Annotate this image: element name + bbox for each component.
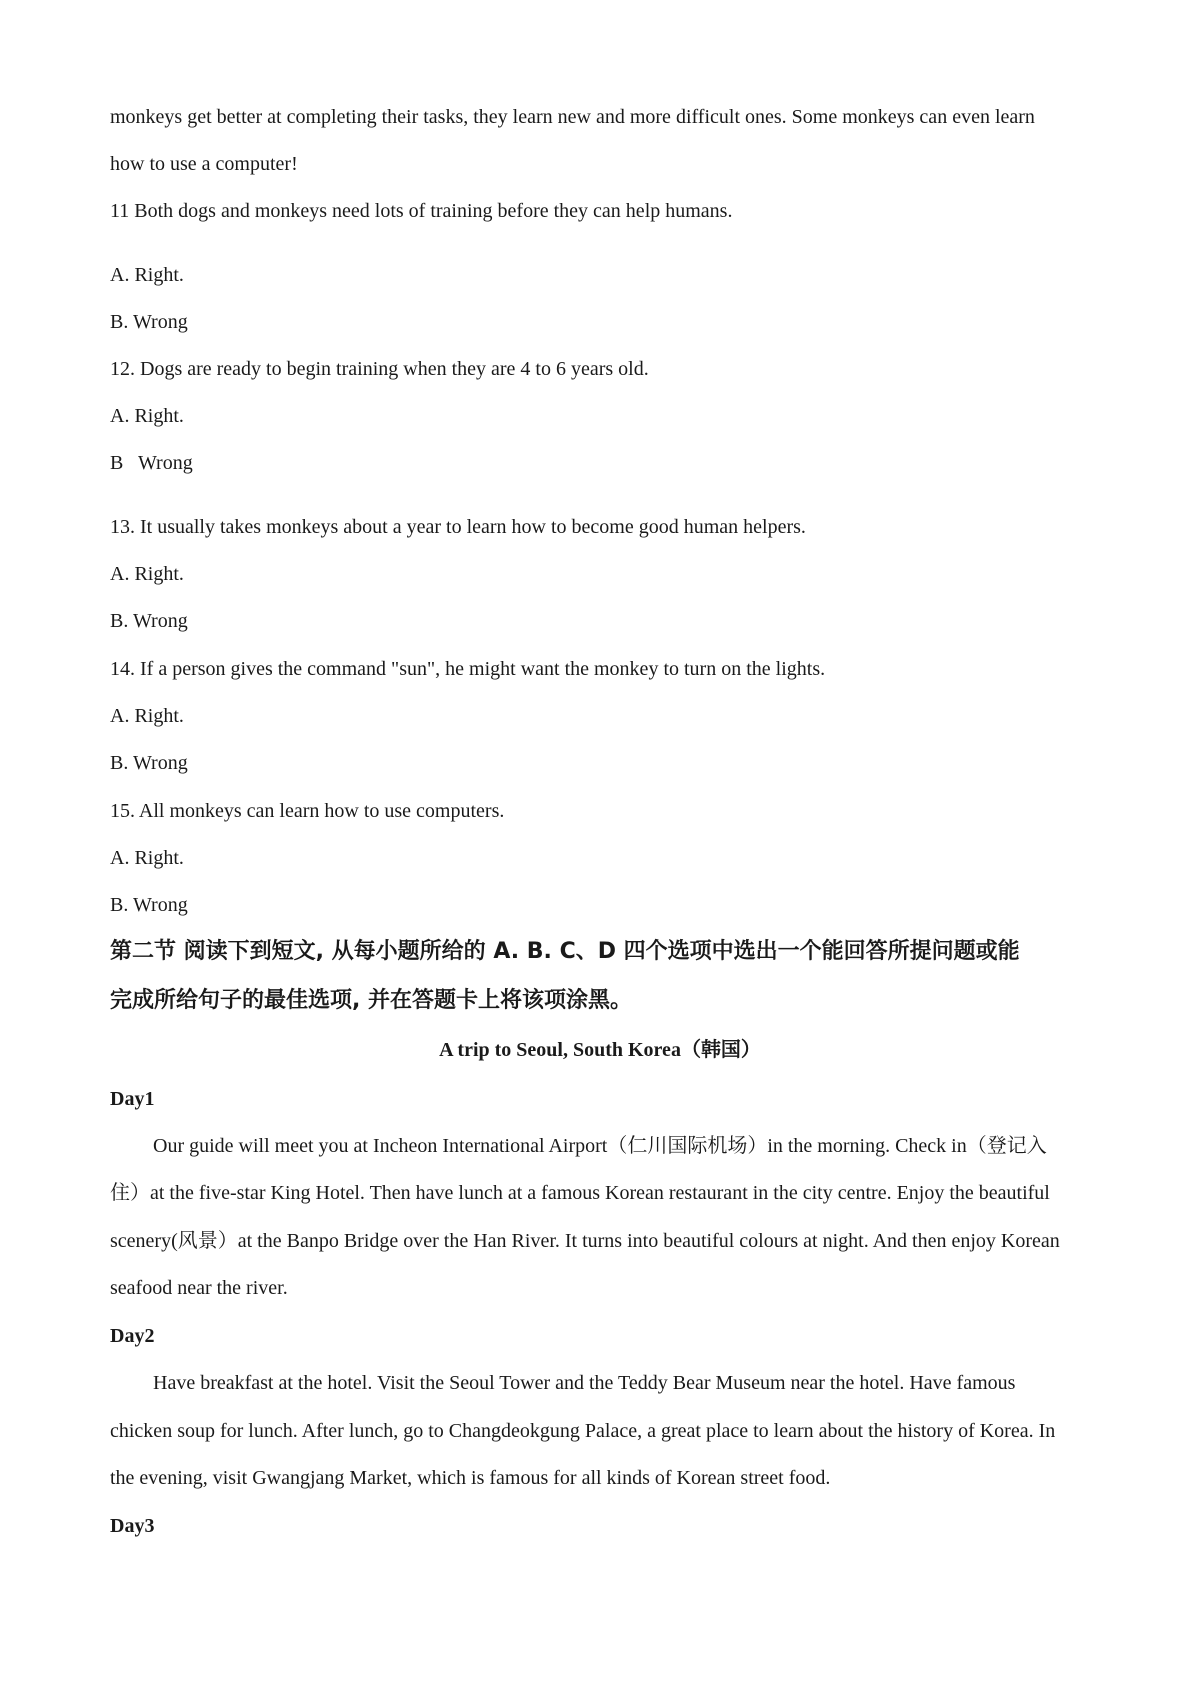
day2-text-line: Have breakfast at the hotel. Visit the Seoul Tower and the Teddy Bear Museum near the hotel. Have famous (153, 1372, 1016, 1394)
question-15-option-b: B. Wrong (110, 894, 188, 916)
day1-text-line: scenery(风景）at the Banpo Bridge over the Han River. It turns into beautiful colours at night. And then enjoy Korean (110, 1230, 1060, 1252)
question-11-option-b: B. Wrong (110, 311, 188, 333)
day1-text-line: seafood near the river. (110, 1277, 288, 1299)
day2-text-line: the evening, visit Gwangjang Market, which is famous for all kinds of Korean street food. (110, 1467, 831, 1489)
day1-text-line: Our guide will meet you at Incheon International Airport（仁川国际机场）in the morning. Check in（登记入 (153, 1135, 1047, 1157)
question-12-option-a: A. Right. (110, 405, 184, 427)
question-13-stem: 13. It usually takes monkeys about a year to learn how to become good human helpers. (110, 516, 806, 538)
question-14-option-b: B. Wrong (110, 752, 188, 774)
question-11-stem: 11 Both dogs and monkeys need lots of training before they can help humans. (110, 200, 733, 222)
question-13-option-b: B. Wrong (110, 610, 188, 632)
question-12-stem: 12. Dogs are ready to begin training when they are 4 to 6 years old. (110, 358, 649, 380)
article-title: A trip to Seoul, South Korea（韩国） (439, 1039, 761, 1061)
day3-heading: Day3 (110, 1515, 155, 1537)
day2-text-line: chicken soup for lunch. After lunch, go to Changdeokgung Palace, a great place to learn about the history of Korea. In (110, 1420, 1056, 1442)
question-14-option-a: A. Right. (110, 705, 184, 727)
day2-heading: Day2 (110, 1325, 155, 1347)
question-12-option-b: B Wrong (110, 452, 193, 474)
passage-text-line: monkeys get better at completing their tasks, they learn new and more difficult ones. Some monkeys can even learn (110, 106, 1035, 128)
question-11-option-a: A. Right. (110, 264, 184, 286)
section-instruction-line: 完成所给句子的最佳选项, 并在答题卡上将该项涂黑。 (110, 988, 633, 1013)
question-14-stem: 14. If a person gives the command "sun", he might want the monkey to turn on the lights. (110, 658, 826, 680)
passage-text-line: how to use a computer! (110, 153, 298, 175)
question-15-option-a: A. Right. (110, 847, 184, 869)
question-13-option-a: A. Right. (110, 563, 184, 585)
day1-heading: Day1 (110, 1088, 155, 1110)
section-instruction-line: 第二节 阅读下到短文, 从每小题所给的 A. B. C、D 四个选项中选出一个能回答所提问题或能 (110, 939, 1020, 964)
day1-text-line: 住）at the five-star King Hotel. Then have lunch at a famous Korean restaurant in the city centre. Enjoy the beautiful (110, 1182, 1050, 1204)
question-15-stem: 15. All monkeys can learn how to use computers. (110, 800, 505, 822)
